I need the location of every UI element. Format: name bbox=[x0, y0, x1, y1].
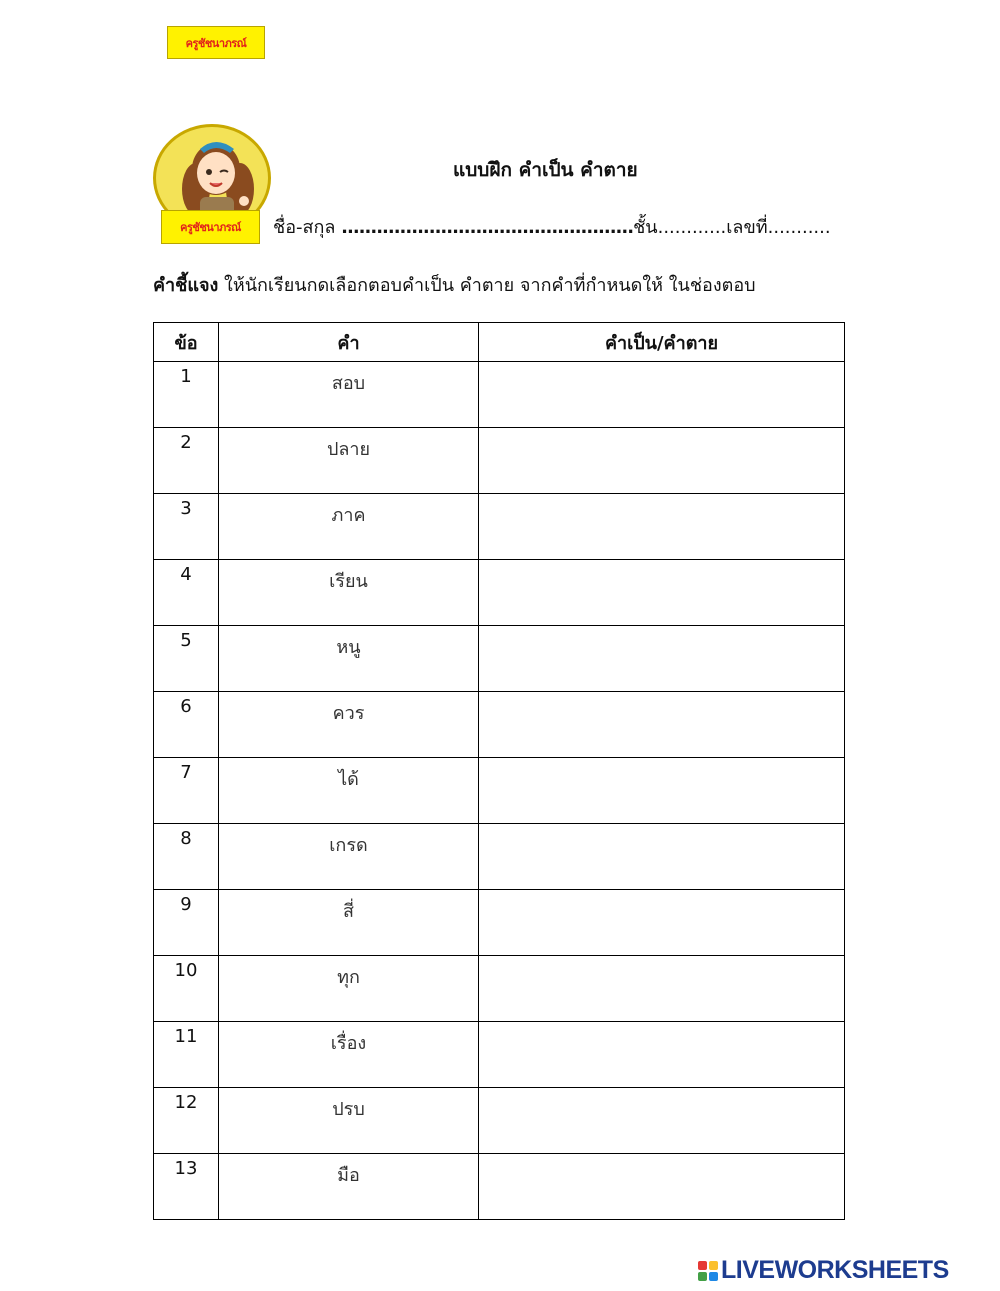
row-number: 2 bbox=[154, 428, 219, 494]
table-row bbox=[154, 1154, 845, 1220]
answer-cell[interactable] bbox=[479, 428, 845, 494]
answer-table bbox=[153, 322, 845, 1220]
row-number: 6 bbox=[154, 692, 219, 758]
row-word: ปรบ bbox=[219, 1088, 479, 1154]
row-word: เกรด bbox=[219, 824, 479, 890]
answer-cell[interactable] bbox=[479, 1088, 845, 1154]
row-number: 4 bbox=[154, 560, 219, 626]
class-label: ชั้น bbox=[633, 217, 658, 238]
row-number: 11 bbox=[154, 1022, 219, 1088]
row-number: 7 bbox=[154, 758, 219, 824]
table-row bbox=[154, 1088, 845, 1154]
row-word: ปลาย bbox=[219, 428, 479, 494]
table-header-row bbox=[154, 323, 845, 362]
logo-block-blue bbox=[709, 1272, 718, 1281]
row-word: สี่ bbox=[219, 890, 479, 956]
logo-block-yellow bbox=[709, 1261, 718, 1270]
answer-cell[interactable] bbox=[479, 758, 845, 824]
answer-cell[interactable] bbox=[479, 626, 845, 692]
answer-cell[interactable] bbox=[479, 956, 845, 1022]
teacher-logo-badge: ครูชัชนาภรณ์ bbox=[167, 26, 265, 59]
answer-cell[interactable] bbox=[479, 494, 845, 560]
instructions-text: ให้นักเรียนกดเลือกตอบคำเป็น คำตาย จากคำที่กำหนดให้ ในช่องตอบ bbox=[218, 275, 756, 296]
logo-block-red bbox=[698, 1261, 707, 1270]
header-number: ข้อ bbox=[154, 323, 219, 362]
answer-cell[interactable] bbox=[479, 692, 845, 758]
table-row bbox=[154, 626, 845, 692]
row-number: 10 bbox=[154, 956, 219, 1022]
row-word: หนู bbox=[219, 626, 479, 692]
class-blank: ............ bbox=[657, 217, 727, 238]
worksheet-title: แบบฝึก คำเป็น คำตาย bbox=[453, 159, 638, 181]
answer-cell[interactable] bbox=[479, 362, 845, 428]
answer-cell[interactable] bbox=[479, 1154, 845, 1220]
instructions bbox=[153, 270, 756, 299]
table-row bbox=[154, 758, 845, 824]
table-row bbox=[154, 890, 845, 956]
avatar-logo-badge: ครูชัชนาภรณ์ bbox=[161, 210, 260, 244]
row-word: ภาค bbox=[219, 494, 479, 560]
row-word: สอบ bbox=[219, 362, 479, 428]
header-answer: คำเป็น/คำตาย bbox=[479, 323, 845, 362]
liveworksheets-brand bbox=[698, 1256, 949, 1285]
row-number: 9 bbox=[154, 890, 219, 956]
table-row bbox=[154, 428, 845, 494]
number-blank: ........... bbox=[767, 217, 831, 238]
table-row bbox=[154, 494, 845, 560]
table-row bbox=[154, 362, 845, 428]
name-label: ชื่อ-สกุล bbox=[273, 217, 342, 238]
answer-cell[interactable] bbox=[479, 890, 845, 956]
row-word: เรื่อง bbox=[219, 1022, 479, 1088]
row-word: เรียน bbox=[219, 560, 479, 626]
logo-block-green bbox=[698, 1272, 707, 1281]
row-word: ทุก bbox=[219, 956, 479, 1022]
answer-cell[interactable] bbox=[479, 1022, 845, 1088]
table-row bbox=[154, 560, 845, 626]
liveworksheets-logo-icon bbox=[698, 1261, 718, 1281]
header-word: คำ bbox=[219, 323, 479, 362]
row-number: 1 bbox=[154, 362, 219, 428]
row-number: 8 bbox=[154, 824, 219, 890]
table-row bbox=[154, 824, 845, 890]
answer-cell[interactable] bbox=[479, 824, 845, 890]
table-row bbox=[154, 956, 845, 1022]
brand-text: LIVEWORKSHEETS bbox=[721, 1256, 949, 1284]
table-row bbox=[154, 1022, 845, 1088]
answer-cell[interactable] bbox=[479, 560, 845, 626]
table-row bbox=[154, 692, 845, 758]
row-number: 13 bbox=[154, 1154, 219, 1220]
row-word: ได้ bbox=[219, 758, 479, 824]
row-word: มือ bbox=[219, 1154, 479, 1220]
name-blank: .................................................. bbox=[341, 217, 634, 238]
instructions-label: คำชี้แจง bbox=[153, 275, 219, 296]
row-number: 5 bbox=[154, 626, 219, 692]
row-number: 3 bbox=[154, 494, 219, 560]
student-info-line bbox=[273, 212, 831, 241]
number-label: เลขที่ bbox=[726, 217, 768, 238]
row-number: 12 bbox=[154, 1088, 219, 1154]
row-word: ควร bbox=[219, 692, 479, 758]
